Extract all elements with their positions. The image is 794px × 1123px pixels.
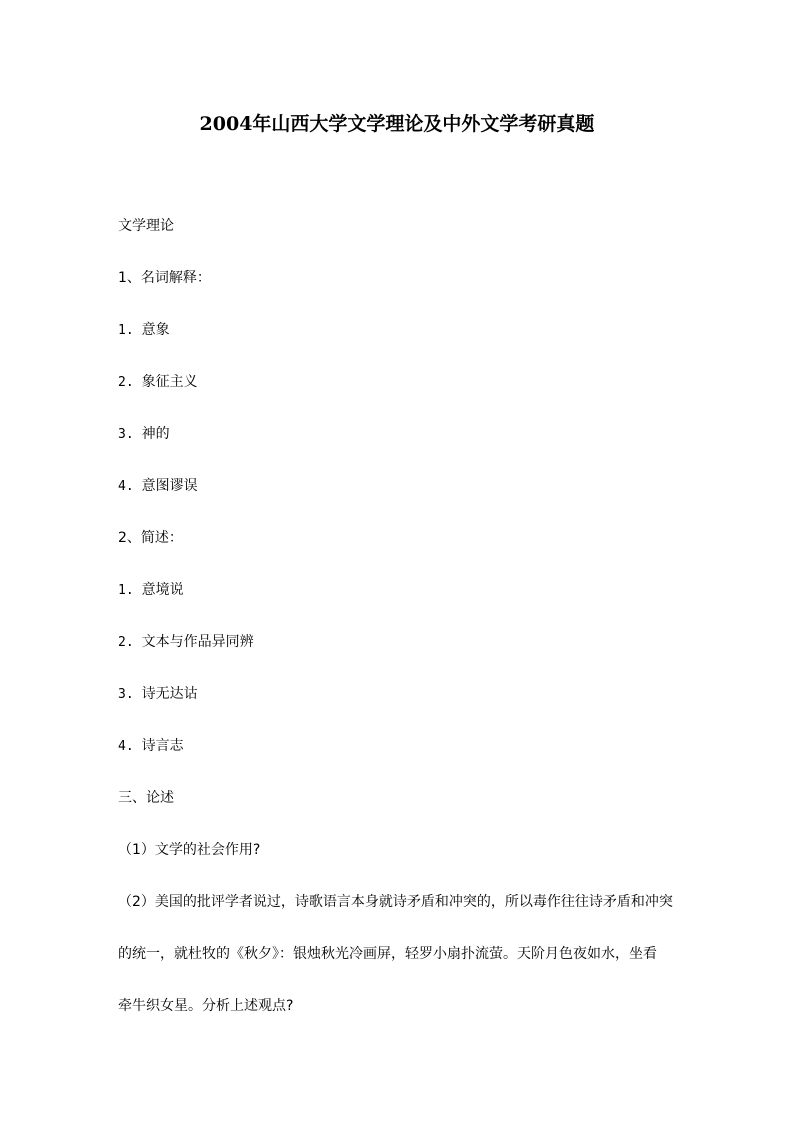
item-text: 文本与作品异同辨 — [141, 634, 254, 650]
list-item — [118, 476, 198, 497]
part1-heading: 1、名词解释： — [118, 270, 211, 286]
item-number: 1. — [118, 323, 134, 338]
item-number: 3. — [118, 687, 134, 702]
section-heading: 文学理论 — [118, 218, 174, 234]
essay-question-2-line: 的统一，就杜牧的《秋夕》：银烛秋光冷画屏，轻罗小扇扑流萤。天阶月色夜如水，坐看 — [118, 946, 657, 962]
part2-heading: 2、简述： — [118, 530, 183, 546]
item-text: 象征主义 — [141, 374, 198, 390]
list-item — [118, 736, 184, 757]
item-text: 诗无达诂 — [141, 686, 198, 702]
item-text: 神的 — [141, 426, 170, 442]
essay-question-2-line: （2）美国的批评学者说过，诗歌语言本身就诗矛盾和冲突的，所以毒作往往诗矛盾和冲突 — [118, 894, 673, 910]
part3-heading: 三、论述 — [118, 790, 174, 806]
item-text: 意象 — [141, 322, 170, 338]
item-number: 2. — [118, 375, 134, 390]
list-item — [118, 580, 184, 601]
item-number: 4. — [118, 739, 134, 754]
item-text: 诗言志 — [141, 738, 184, 754]
item-number: 2. — [118, 635, 134, 650]
list-item — [118, 632, 254, 653]
list-item — [118, 424, 170, 445]
essay-question-1: （1）文学的社会作用? — [118, 842, 261, 858]
item-number: 4. — [118, 479, 134, 494]
list-item — [118, 372, 198, 393]
list-item — [118, 320, 170, 341]
document-title: 2004年山西大学文学理论及中外文学考研真题 — [199, 113, 595, 135]
item-text: 意境说 — [141, 582, 184, 598]
item-text: 意图谬误 — [141, 478, 198, 494]
item-number: 3. — [118, 427, 134, 442]
list-item — [118, 684, 198, 705]
essay-question-2-line: 牵牛织女星。分析上述观点? — [118, 998, 294, 1014]
item-number: 1. — [118, 583, 134, 598]
